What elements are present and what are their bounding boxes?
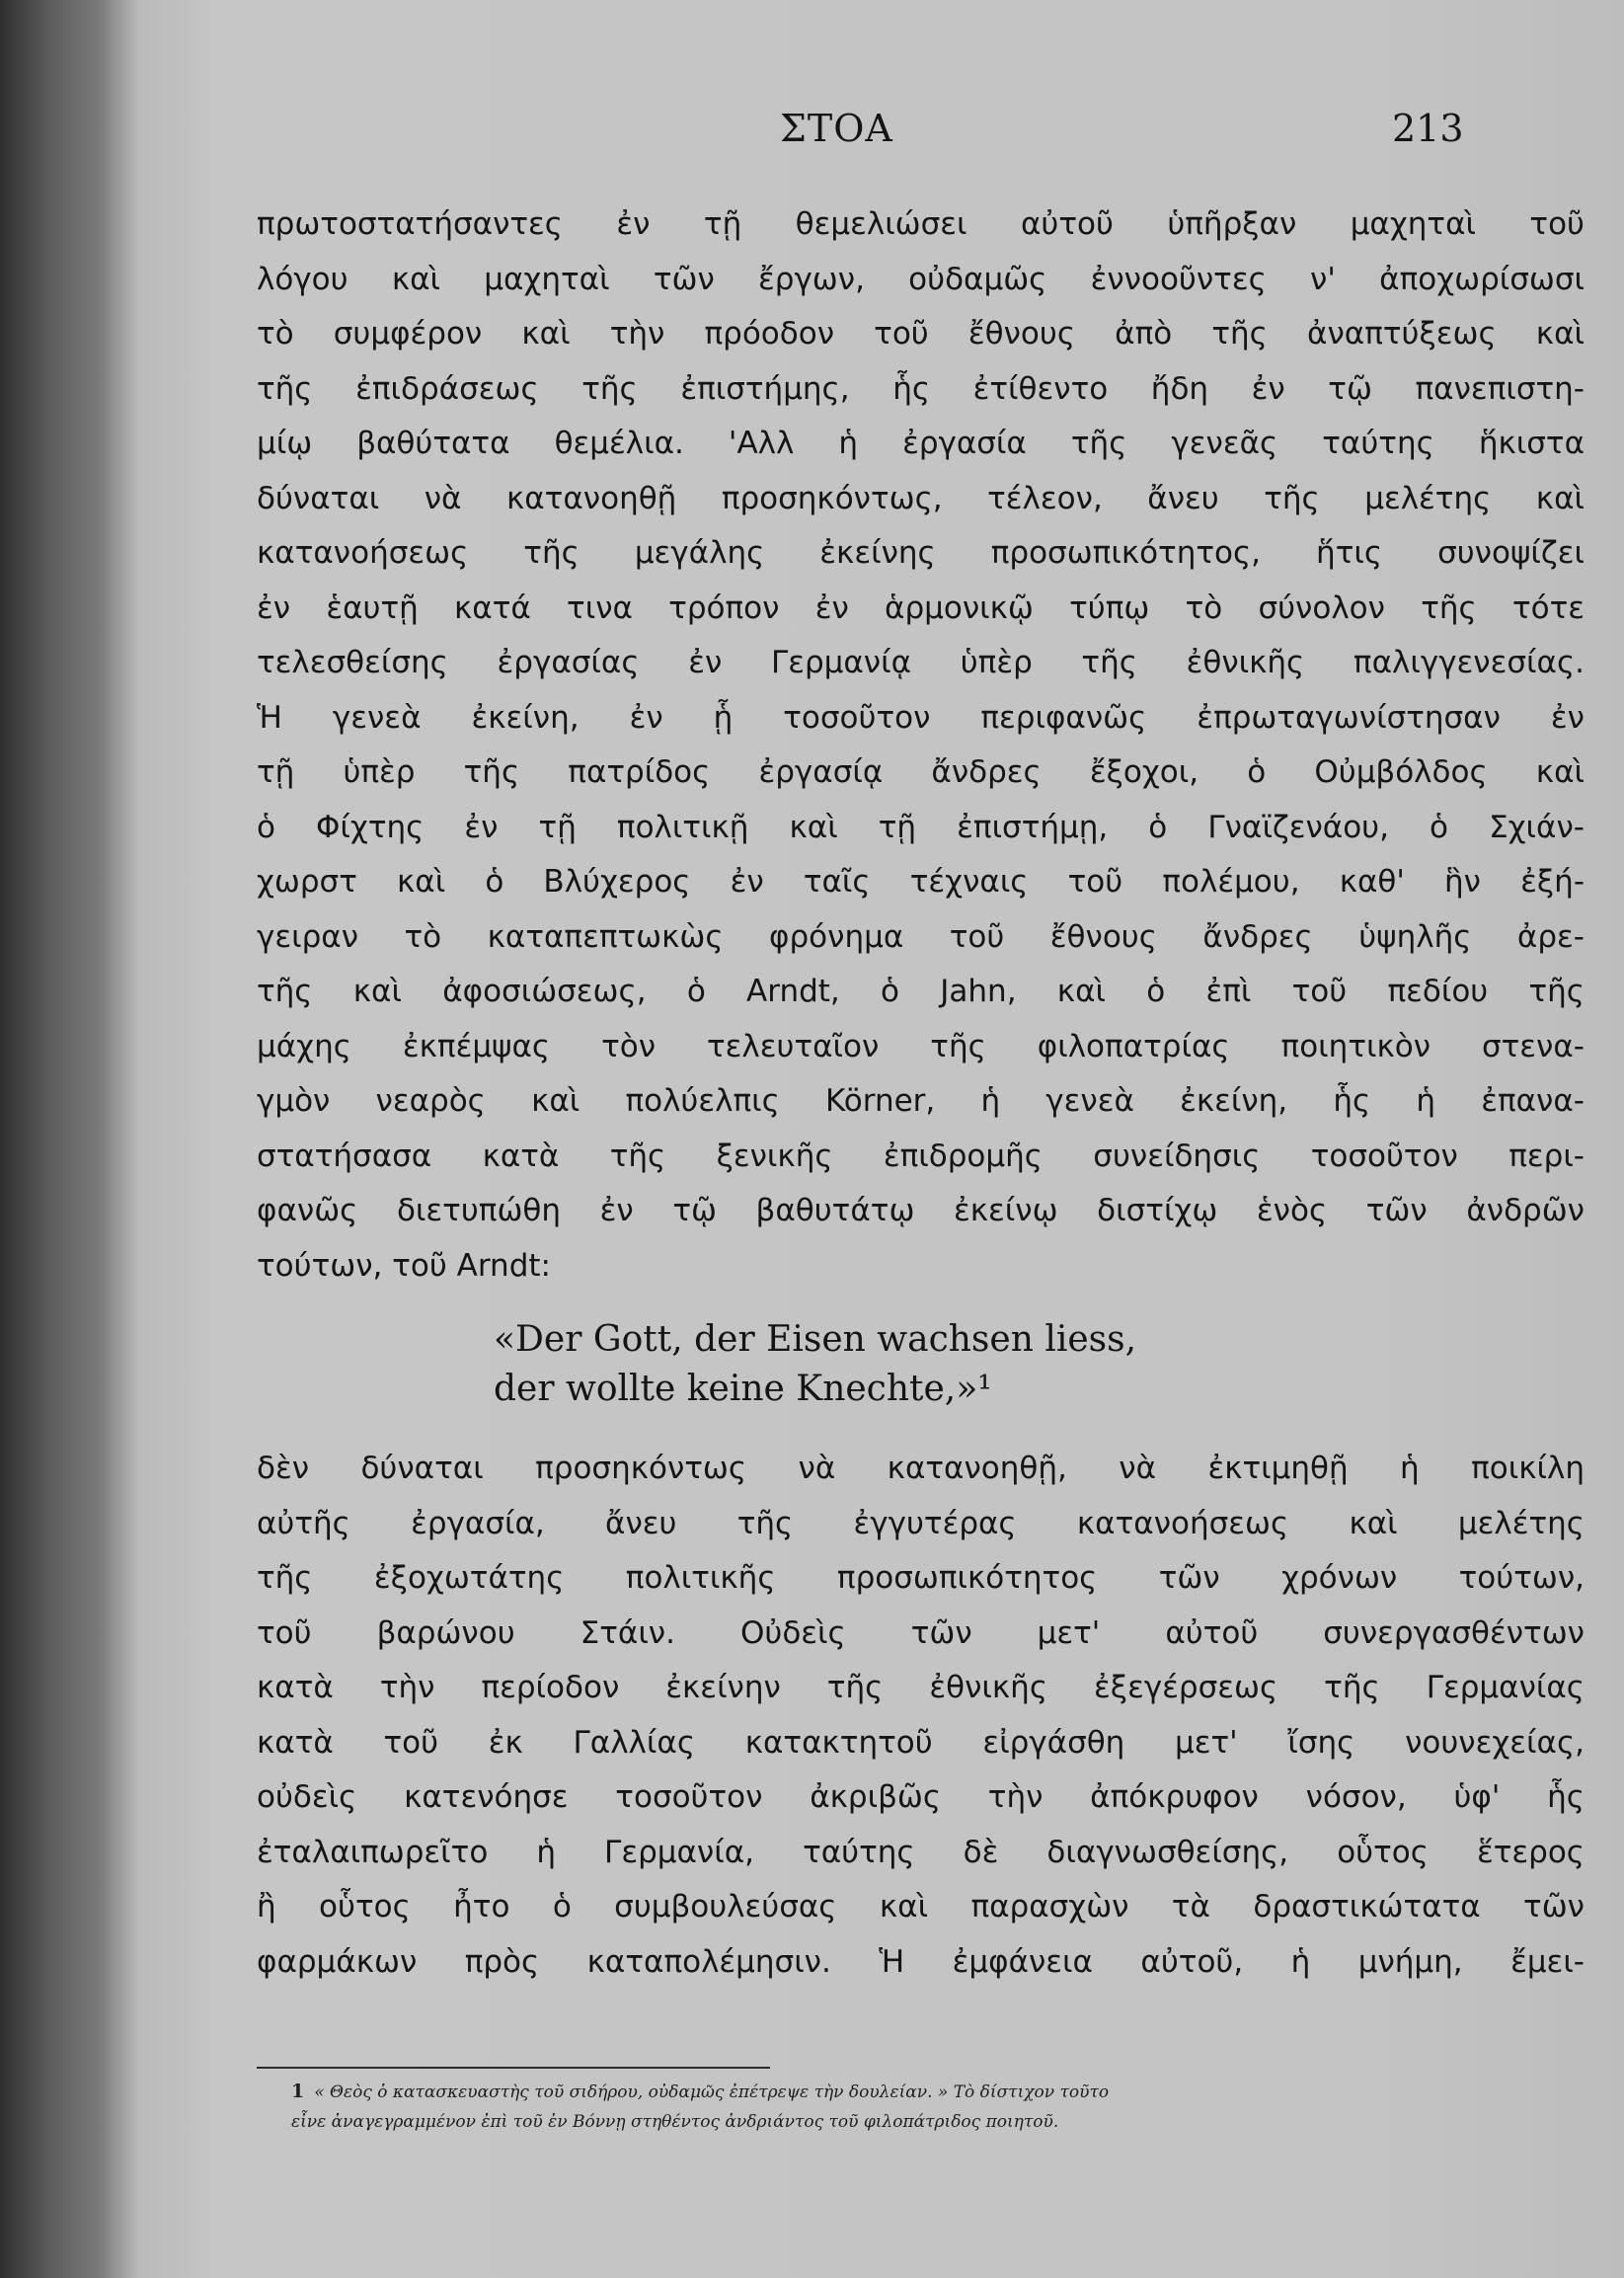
page-header xyxy=(118,107,1520,166)
text-line: τελεσθείσης ἐργασίας ἐν Γερμανίᾳ ὑπὲρ τῆς ἐθνικῆς παλιγγενεσίας. xyxy=(257,645,1585,680)
text-line: δὲν δύναται προσηκόντως νὰ κατανοηθῇ, νὰ ἐκτιμηθῇ ἡ ποικίλη xyxy=(257,1451,1585,1486)
book-page xyxy=(118,0,1624,2278)
text-line: ἢ οὗτος ἦτο ὁ συμβουλεύσας καὶ παρασχὼν τὰ δραστικώτατα τῶν xyxy=(257,1889,1585,1925)
body-text xyxy=(257,197,1585,1990)
footnote xyxy=(291,2077,1525,2137)
text-line: στατήσασα κατὰ τῆς ξενικῆς ἐπιδρομῆς συνείδησις τοσοῦτον περι- xyxy=(257,1138,1585,1174)
page-number: 213 xyxy=(1392,107,1464,150)
text-line: γειραν τὸ καταπεπτωκὼς φρόνημα τοῦ ἔθνους ἄνδρες ὑψηλῆς ἀρε- xyxy=(257,918,1585,955)
text-line: τὸ συμφέρον καὶ τὴν πρόοδον τοῦ ἔθνους ἀπὸ τῆς ἀναπτύξεως καὶ xyxy=(257,316,1585,352)
paragraph-before-verse xyxy=(257,197,1585,1294)
footnote-line xyxy=(291,2107,1525,2137)
text-line: ἐν ἑαυτῇ κατά τινα τρόπον ἐν ἁρμονικῷ τύπῳ τὸ σύνολον τῆς τότε xyxy=(257,589,1585,626)
text-line: μίῳ βαθύτατα θεμέλια. 'Αλλ ἡ ἐργασία τῆς γενεᾶς ταύτης ἥκιστα xyxy=(257,426,1585,461)
text-line: Ἡ γενεὰ ἐκείνη, ἐν ᾗ τοσοῦτον περιφανῶς ἐπρωταγωνίστησαν ἐν xyxy=(257,699,1585,736)
book-gutter-shadow xyxy=(0,0,109,2278)
verse-line: der wollte keine Knechte,»¹ xyxy=(494,1369,992,1409)
text-line: οὐδεὶς κατενόησε τοσοῦτον ἀκριβῶς τὴν ἀπόκρυφον νόσον, ὑφ' ἧς xyxy=(257,1779,1585,1815)
text-line: τῇ ὑπὲρ τῆς πατρίδος ἐργασίᾳ ἄνδρες ἔξοχοι, ὁ Οὐμβόλδος καὶ xyxy=(257,754,1585,790)
text-line: ἐταλαιπωρεῖτο ἡ Γερμανία, ταύτης δὲ διαγνωσθείσης, οὗτος ἕτερος xyxy=(257,1834,1585,1870)
text-line: τοῦ βαρώνου Στάιν. Οὐδεὶς τῶν μετ' αὐτοῦ συνεργασθέντων xyxy=(257,1614,1585,1651)
footnote-text: « Θεὸς ὁ κατασκευαστὴς τοῦ σιδήρου, οὐδαμῶς ἐπέτρεψε τὴν δουλείαν. » Τὸ δίστιχον τοῦτο xyxy=(314,2082,1110,2102)
text-line: μάχης ἐκπέμψας τὸν τελευταῖον τῆς φιλοπατρίας ποιητικὸν στενα- xyxy=(257,1028,1585,1064)
text-line: αὐτῆς ἐργασία, ἄνευ τῆς ἐγγυτέρας κατανοήσεως καὶ μελέτης xyxy=(257,1505,1585,1541)
text-line: δύναται νὰ κατανοηθῇ προσηκόντως, τέλεον, ἄνευ τῆς μελέτης καὶ xyxy=(257,480,1585,516)
verse-line: «Der Gott, der Eisen wachsen liess, xyxy=(494,1319,1137,1360)
text-line: ὁ Φίχτης ἐν τῇ πολιτικῇ καὶ τῇ ἐπιστήμῃ, ὁ Γναϊζενάου, ὁ Σχιάν- xyxy=(257,809,1585,845)
text-line: κατανοήσεως τῆς μεγάλης ἐκείνης προσωπικότητος, ἥτις συνοψίζει xyxy=(257,535,1585,571)
footnote-line xyxy=(291,2077,1525,2107)
footnote-rule xyxy=(257,2067,770,2069)
text-line: τούτων, τοῦ Arndt: xyxy=(257,1247,551,1284)
text-line: φαρμάκων πρὸς καταπολέμησιν. Ἡ ἐμφάνεια αὐτοῦ, ἡ μνήμη, ἔμει- xyxy=(257,1943,1585,1980)
text-line: πρωτοστατήσαντες ἐν τῇ θεμελιώσει αὐτοῦ ὑπῆρξαν μαχηταὶ τοῦ xyxy=(257,206,1585,242)
text-line: τῆς ἐξοχωτάτης πολιτικῆς προσωπικότητος τῶν χρόνων τούτων, xyxy=(257,1560,1585,1596)
text-line: τῆς καὶ ἀφοσιώσεως, ὁ Arndt, ὁ Jahn, καὶ ὁ ἐπὶ τοῦ πεδίου τῆς xyxy=(257,974,1585,1009)
footnote-text: εἶνε ἀναγεγραμμένον ἐπὶ τοῦ ἐν Βόννῃ στηθέντος ἀνδριάντος τοῦ φιλοπάτριδος ποιητοῦ. xyxy=(291,2112,1059,2132)
running-head: ΣΤΟΑ xyxy=(780,107,893,150)
text-line: τῆς ἐπιδράσεως τῆς ἐπιστήμης, ἧς ἐτίθεντο ἤδη ἐν τῷ πανεπιστη- xyxy=(257,370,1585,407)
text-line: χωρστ καὶ ὁ Βλύχερος ἐν ταῖς τέχναις τοῦ πολέμου, καθ' ἣν ἐξή- xyxy=(257,864,1585,900)
text-line: λόγου καὶ μαχηταὶ τῶν ἔργων, οὐδαμῶς ἐννοοῦντες ν' ἀποχωρίσωσι xyxy=(257,261,1585,297)
text-line: κατὰ τὴν περίοδον ἐκείνην τῆς ἐθνικῆς ἐξεγέρσεως τῆς Γερμανίας xyxy=(257,1670,1585,1705)
text-line: γμὸν νεαρὸς καὶ πολύελπις Körner, ἡ γενεὰ ἐκείνη, ἧς ἡ ἐπανα- xyxy=(257,1083,1585,1119)
text-line: φανῶς διετυπώθη ἐν τῷ βαθυτάτῳ ἐκείνῳ διστίχῳ ἑνὸς τῶν ἀνδρῶν xyxy=(257,1193,1585,1228)
text-line: κατὰ τοῦ ἐκ Γαλλίας κατακτητοῦ εἰργάσθη μετ' ἴσης νουνεχείας, xyxy=(257,1724,1585,1761)
footnote-marker: 1 xyxy=(291,2081,305,2102)
paragraph-after-verse xyxy=(257,1442,1585,1990)
verse-quotation xyxy=(494,1315,1585,1414)
